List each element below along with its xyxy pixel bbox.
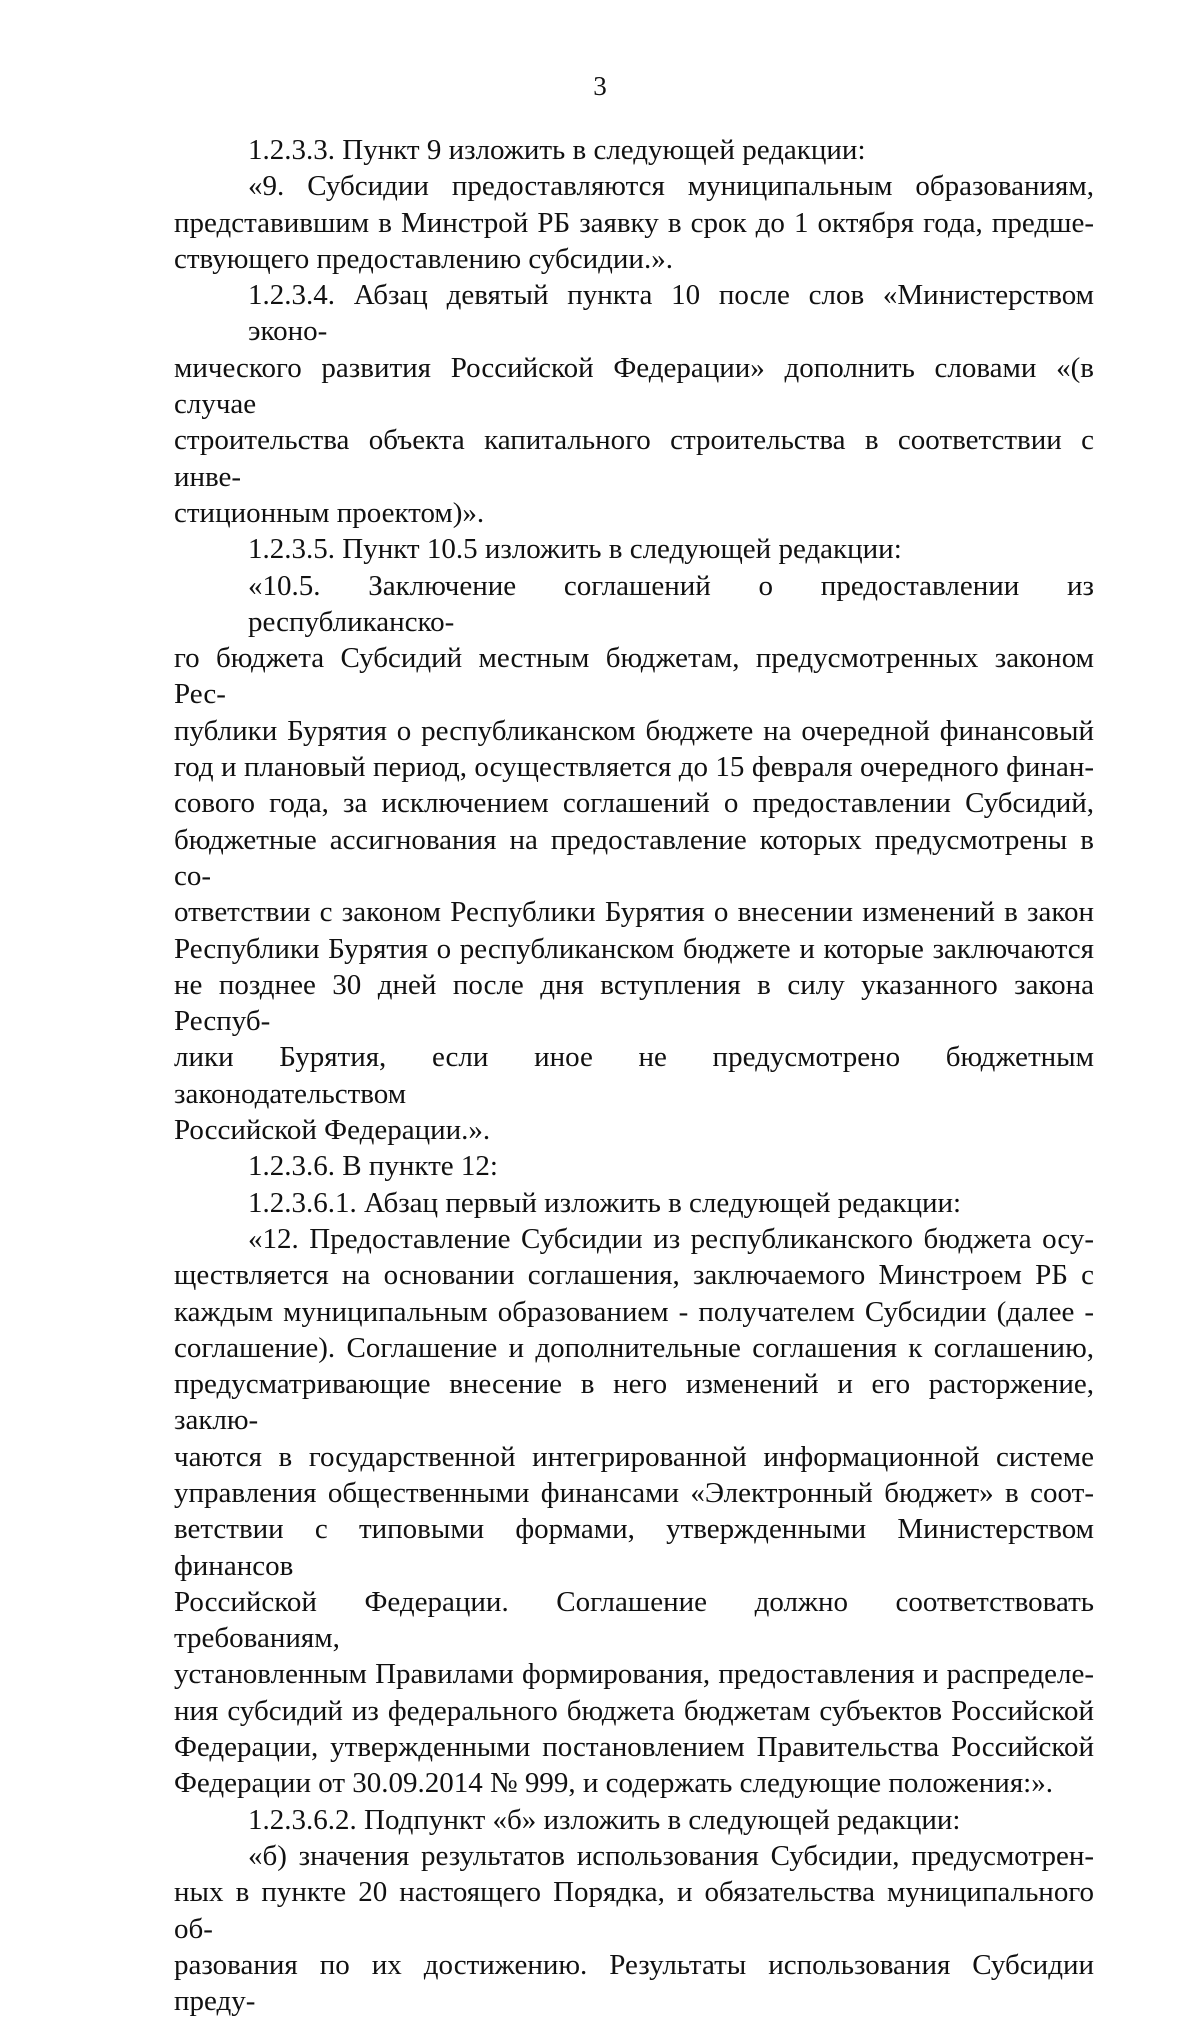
text-line: ответствии с законом Республики Бурятия о внесении изменений в закон — [174, 896, 1094, 929]
text-line: 1.2.3.4. Абзац девятый пункта 10 после слов «Министерством эконо- — [248, 279, 1094, 348]
text-line: ных в пункте 20 настоящего Порядка, и обязательства муниципального об- — [174, 1876, 1094, 1945]
text-line: стиционным проектом)». — [174, 496, 485, 529]
text-line: 1.2.3.3. Пункт 9 изложить в следующей редакции: — [248, 134, 866, 166]
paragraph — [174, 1838, 1094, 2019]
text-line: Российской Федерации.». — [174, 1114, 491, 1147]
text-line: ния субсидий из федерального бюджета бюджетам субъектов Российской — [174, 1694, 1094, 1727]
text-line: установленным Правилами формирования, предоставления и распределе- — [174, 1658, 1094, 1691]
text-line: сового года, за исключением соглашений о предоставлении Субсидий, — [174, 787, 1094, 820]
text-line: 1.2.3.6.2. Подпункт «б» изложить в следующей редакции: — [248, 1803, 961, 1836]
text-line: каждым муниципальным образованием - получателем Субсидии (далее - — [174, 1295, 1094, 1328]
text-line: 1.2.3.5. Пункт 10.5 изложить в следующей редакции: — [248, 533, 902, 566]
text-line: чаются в государственной интегрированной информационной системе — [174, 1440, 1094, 1473]
text-line: ветствии с типовыми формами, утвержденными Министерством финансов — [174, 1513, 1094, 1582]
text-line: соглашение). Соглашение и дополнительные соглашения к соглашению, — [174, 1331, 1094, 1364]
text-line: Республики Бурятия о республиканском бюджете и которые заключаются — [174, 932, 1094, 965]
text-line: публики Бурятия о республиканском бюджете на очередной финансовый — [174, 714, 1094, 747]
document-body — [174, 132, 1094, 2019]
text-line: разования по их достижению. Результаты использования Субсидии преду- — [174, 1948, 1094, 2018]
text-line: предусматривающие внесение в него изменений и его расторжение, заклю- — [174, 1368, 1094, 1437]
text-line: «12. Предоставление Субсидии из республиканского бюджета осу- — [248, 1222, 1094, 1255]
paragraph — [174, 531, 1094, 567]
text-line: не позднее 30 дней после дня вступления в силу указанного закона Респуб- — [174, 968, 1094, 1038]
text-line: бюджетные ассигнования на предоставление которых предусмотрены в со- — [174, 823, 1094, 892]
text-line: лики Бурятия, если иное не предусмотрено бюджетным законодательством — [174, 1041, 1094, 1110]
text-line: управления общественными финансами «Электронный бюджет» в соот- — [174, 1476, 1094, 1509]
paragraph — [174, 277, 1094, 531]
text-line: ществляется на основании соглашения, заключаемого Минстроем РБ с — [174, 1259, 1094, 1292]
text-line: Федерации, утвержденными постановлением Правительства Российской — [174, 1731, 1094, 1764]
paragraph — [174, 1221, 1094, 1802]
paragraph — [174, 1148, 1094, 1184]
text-line: «10.5. Заключение соглашений о предоставлении из республиканско- — [248, 569, 1094, 638]
text-line: «9. Субсидии предоставляются муниципальным образованиям, — [248, 170, 1094, 203]
paragraph — [174, 1802, 1094, 1838]
text-line: Федерации от 30.09.2014 № 999, и содержать следующие положения:». — [174, 1767, 1053, 1800]
paragraph — [174, 132, 1094, 168]
text-line: Российской Федерации. Соглашение должно соответствовать требованиям, — [174, 1585, 1094, 1655]
text-line: год и плановый период, осуществляется до 15 февраля очередного финан- — [174, 751, 1094, 784]
paragraph — [174, 568, 1094, 1149]
text-line: «б) значения результатов использования Субсидии, предусмотрен- — [248, 1839, 1094, 1872]
text-line: 1.2.3.6.1. Абзац первый изложить в следующей редакции: — [248, 1186, 962, 1219]
text-line: го бюджета Субсидий местным бюджетам, предусмотренных законом Рес- — [174, 642, 1094, 711]
text-line: представившим в Минстрой РБ заявку в срок до 1 октября года, предше- — [174, 206, 1094, 239]
page-number: 3 — [593, 71, 607, 101]
text-line: 1.2.3.6. В пункте 12: — [248, 1150, 498, 1183]
paragraph — [174, 1185, 1094, 1221]
text-line: ствующего предоставлению субсидии.». — [174, 242, 673, 275]
paragraph — [174, 168, 1094, 277]
text-line: мического развития Российской Федерации» дополнить словами «(в случае — [174, 351, 1094, 421]
text-line: строительства объекта капитального строительства в соответствии с инве- — [174, 424, 1094, 493]
